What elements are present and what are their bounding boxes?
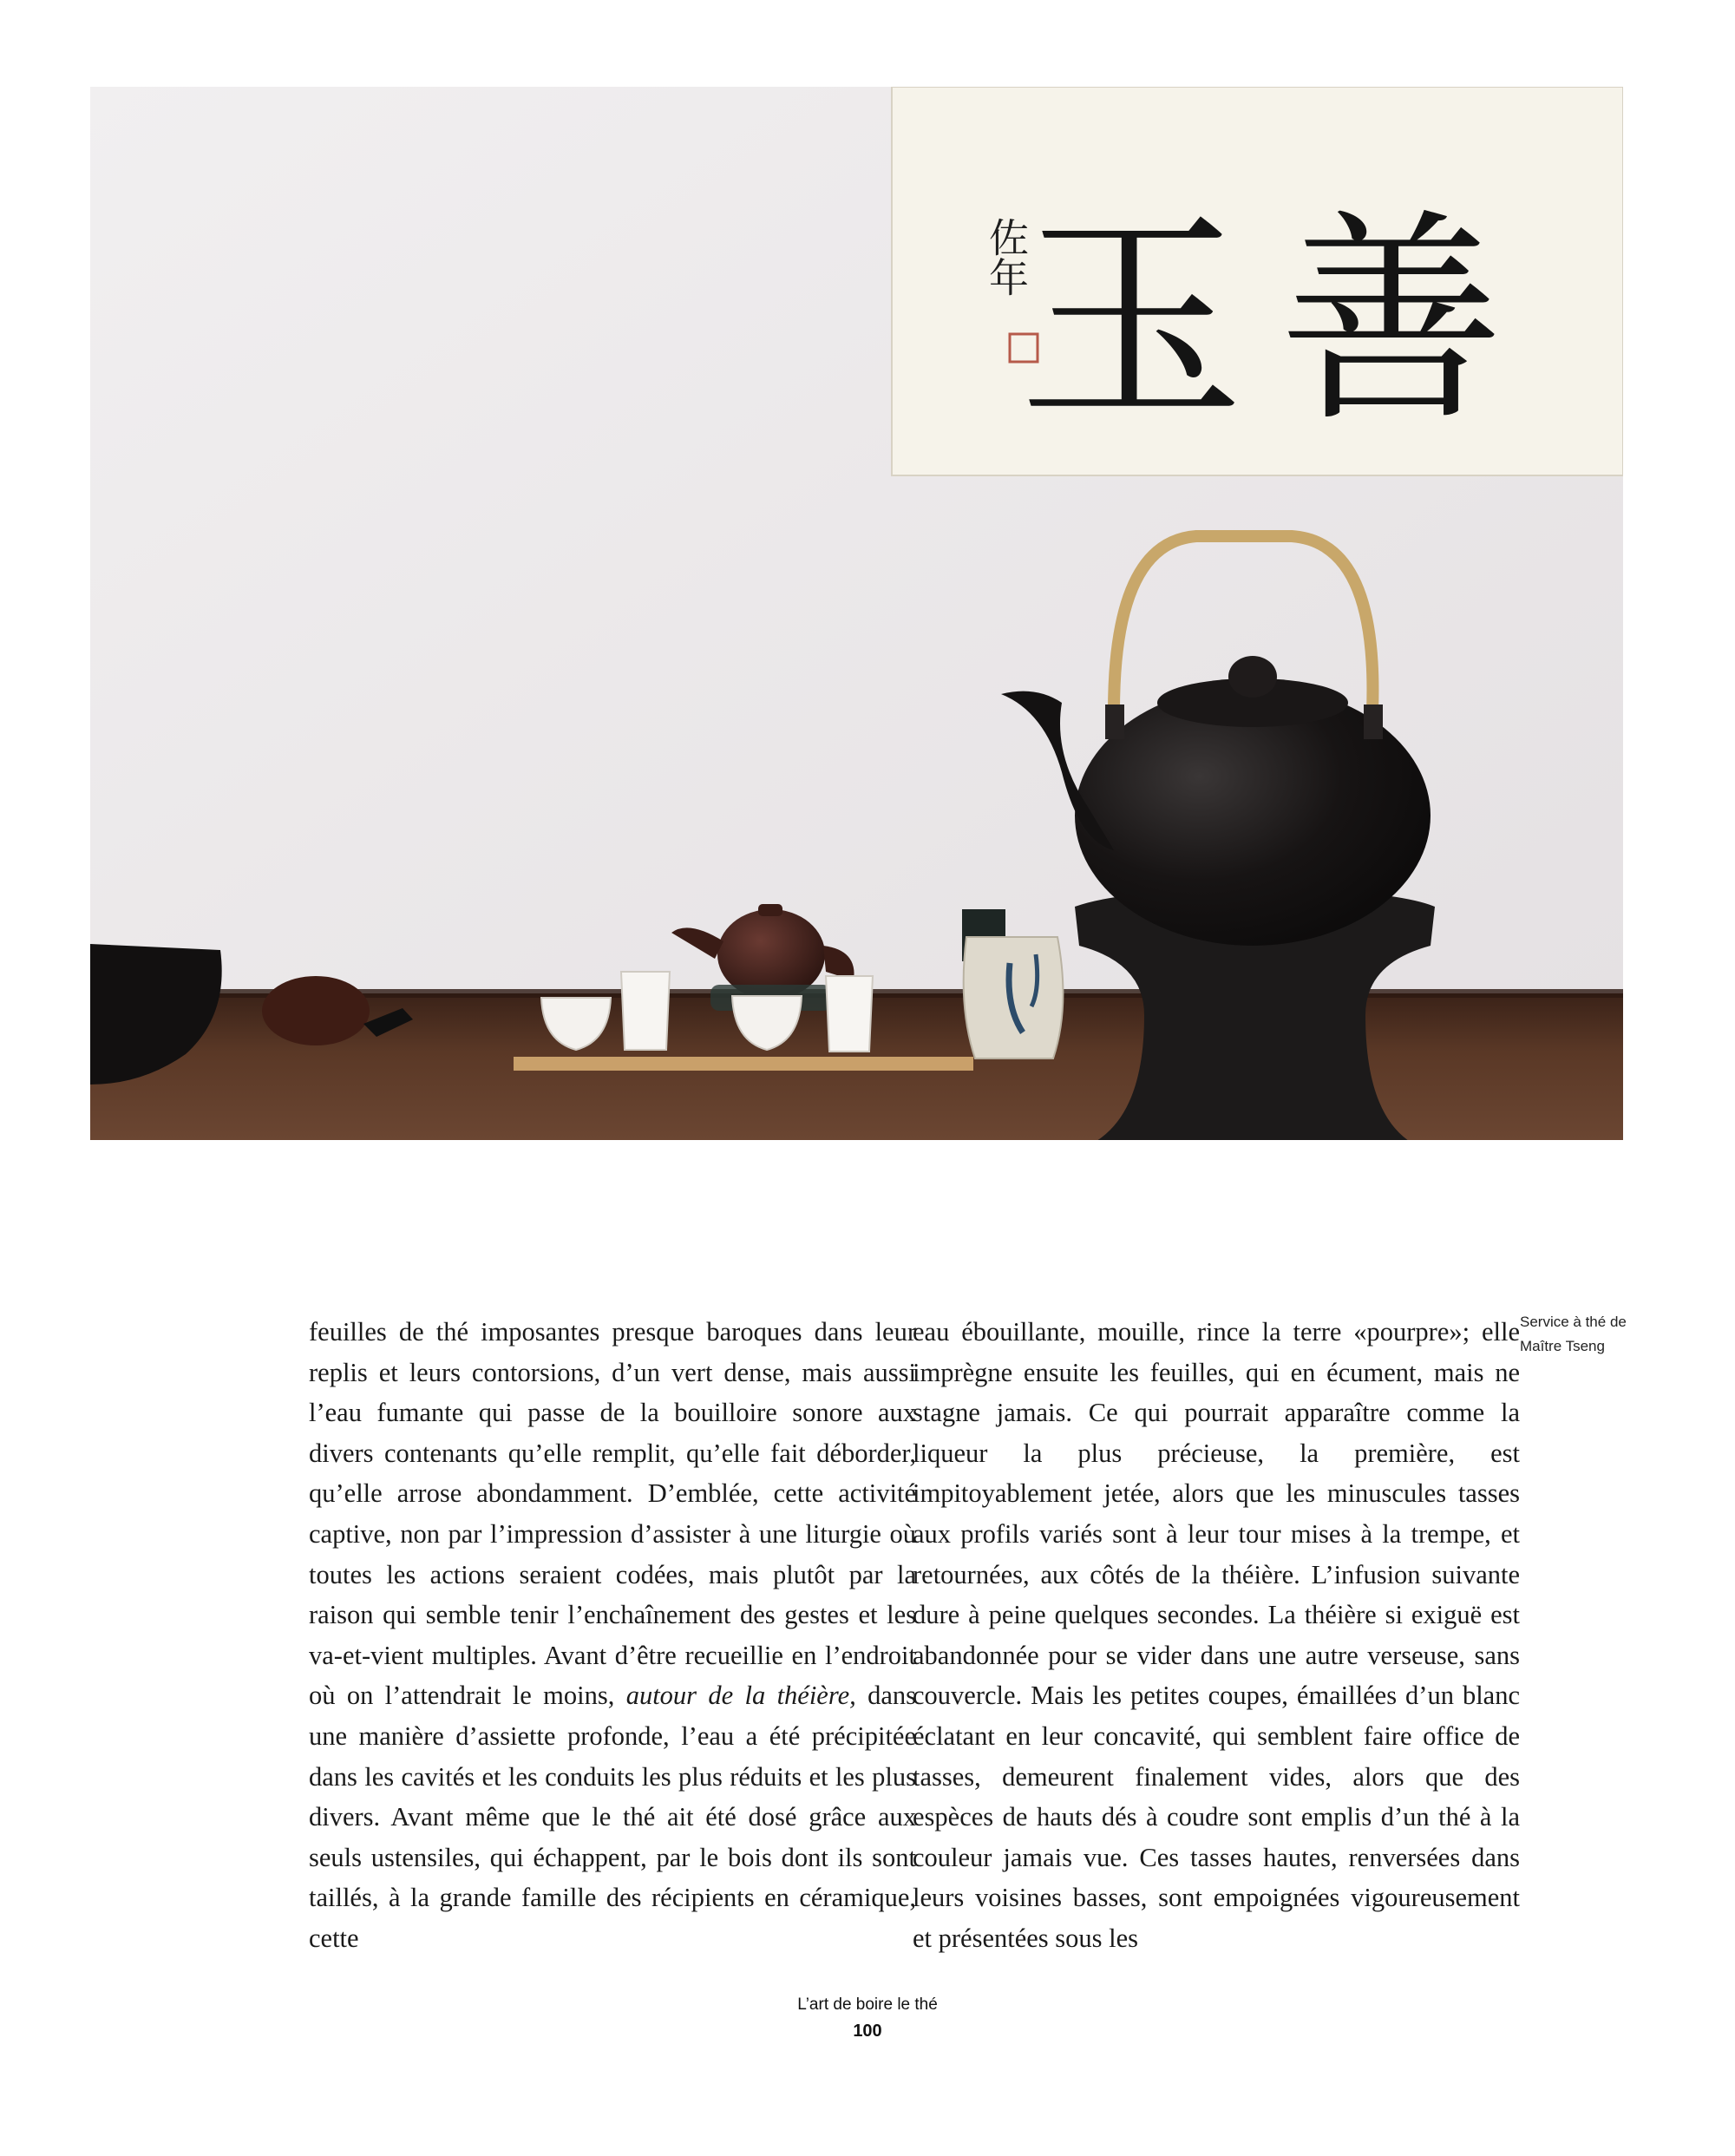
page-number: 100 (853, 2022, 882, 2041)
photo-caption (1520, 1310, 1693, 1359)
calligraphy-scroll (892, 87, 1623, 475)
body-text-right-column (913, 1312, 1520, 1959)
calligraphy-signature: 佐年 (983, 217, 1030, 297)
paragraph-right: eau ébouillante, mouille, rince la terre «pourpre»; elle imprègne ensuite les feuilles, qui en écument, mais ne stagne jamais. Ce qui pourrait apparaître comme la liqueur la plus précieuse, la première, est impitoyablement jetée, alors que les minuscules tasses aux profils variés sont à leur tour mises à la trempe, et retournées, aux côtés de la théière. L’infusion suivante dure à peine quelques secondes. La théière si exiguë est abandonnée pour se vider dans une autre verseuse, sans couvercle. Mais les petites coupes, émaillées d’un blanc éclatant en leur concavité, qui semblent faire office de tasses, demeurent finalement vides, alors que des espèces de hauts dés à coudre sont emplis d’un thé à la couleur jamais vue. Ces tasses hautes, renversées dans leurs voisines basses, sont empoignées vigoureusement et présentées sous les (913, 1317, 1520, 1953)
caption-line-2: Maître Tseng (1520, 1338, 1605, 1354)
paragraph-left (309, 1312, 916, 1959)
calligraphy-main-text: 玉善 (1018, 191, 1539, 453)
tea-service-photo (90, 87, 1623, 1140)
tall-cup-icon (826, 976, 873, 1052)
wooden-tray-right (713, 1057, 973, 1071)
tea-service-photo-icon (90, 87, 1623, 1140)
running-title: L’art de boire le thé (797, 1995, 938, 2014)
caption-line-1: Service à thé de (1520, 1314, 1627, 1330)
text-left-part1: feuilles de thé imposantes presque baroques dans leur replis et leurs contorsions, d’un vert dense, mais aussi l’eau fumante qui passe de la bouilloire sonore aux divers contenants qu’elle remplit, qu’elle fait déborder, qu’elle arrose abondamment. D’emblée, cette activité captive, non par l’impression d’assister à une liturgie où toutes les actions seraient codées, mais plutôt par la raison qui semble tenir l’enchaînement des gestes et les va-et-vient multiples. Avant d’être recueillie en l’endroit où on l’attendrait le moins, (309, 1317, 916, 1711)
text-left-part2: dans une manière d’assiette profonde, l’eau a été précipitée dans les cavités et les conduits les plus réduits et les plus divers. Avant même que le thé ait été dosé grâce aux seuls ustensiles, qui échappent, par le bois dont ils sont taillés, à la grande famille des récipients en céramique, cette (309, 1681, 916, 1953)
tea-cloth-icon (262, 976, 370, 1045)
body-text-left-column (309, 1312, 916, 1959)
italic-phrase: autour de la théière, (625, 1681, 856, 1711)
tall-cup-icon (621, 972, 670, 1050)
